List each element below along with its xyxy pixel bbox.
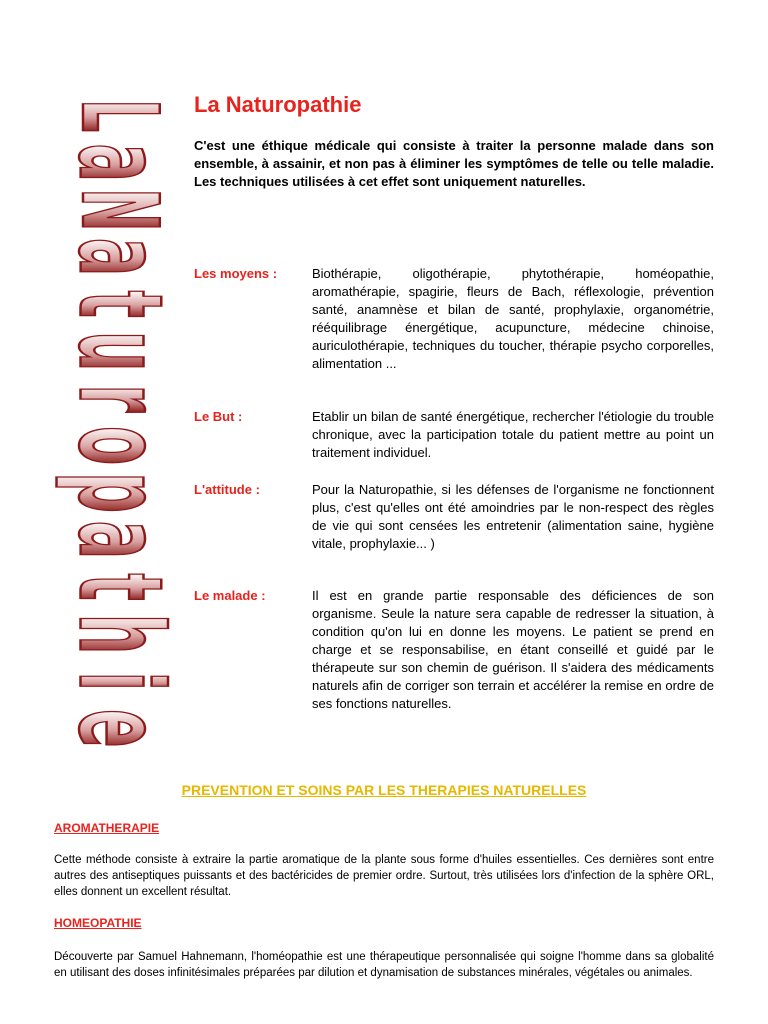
wordart-letter: e: [52, 709, 186, 748]
therapy-heading-homeopathie: HOMEOPATHIE: [54, 916, 142, 930]
wordart-letter: r: [52, 384, 186, 413]
wordart-letter: u: [52, 330, 186, 372]
wordart-letter: h: [52, 613, 186, 655]
wordart-letter: a: [52, 520, 186, 560]
vertical-wordart-title: [52, 92, 186, 752]
wordart-letter: a: [52, 143, 186, 182]
wordart-letter: i: [52, 671, 186, 692]
wordart-letter: p: [52, 472, 186, 514]
therapy-text-homeopathie: Découverte par Samuel Hahnemann, l'homéopathie est une thérapeutique personnalisée qui soigne l'homme dans sa globalité en utilisant des doses infinitésimales préparées par dilution et dynamisation de substances minérales, végétales ou animales.: [54, 951, 714, 979]
section-text-but: Etablir un bilan de santé énergétique, rechercher l'étiologie du trouble chronique, avec la participation totale du patient mettre au point un traitement individuel.: [312, 409, 714, 460]
section-label-moyens: Les moyens :: [194, 266, 278, 281]
section-label-malade: Le malade :: [194, 588, 266, 603]
page-title: La Naturopathie: [194, 92, 362, 117]
wordart-letter: t: [52, 290, 186, 318]
therapy-heading-aromatherapie: AROMATHERAPIE: [54, 821, 160, 835]
therapy-text-aromatherapie: Cette méthode consiste à extraire la partie aromatique de la plante sous forme d'huiles essentielles. Ces dernières sont entre autres des antiseptiques puissants et des bactéricides de premier ordre. Surtout, très utilisées lors d'infection de la sphère ORL, elles donnent un excellent résultat.: [54, 854, 714, 898]
section-label-attitude: L'attitude :: [194, 482, 260, 497]
prevention-heading: PREVENTION ET SOINS PAR LES THERAPIES NATURELLES: [181, 782, 587, 798]
wordart-letter: L: [57, 99, 181, 133]
section-text-moyens: Biothérapie, oligothérapie, phytothérapie, homéopathie, aromathérapie, spagirie, fleurs de Bach, réflexologie, prévention santé, anamnèse et bilan de santé, prophylaxie, organométrie, rééquilibrage énergétique, acupuncture, médecine chinoise, auriculothérapie, techniques du toucher, thérapie psycho corporelles, alimentation ...: [312, 266, 714, 371]
wordart-letter: a: [52, 237, 186, 277]
wordart-letter: t: [52, 573, 186, 601]
section-text-malade: Il est en grande partie responsable des déficiences de son organisme. Seule la nature sera capable de redresser la situation, à condition qu'on lui en donne les moyens. Le patient se prend en charge et se responsabilise, en étant conseillé et guidé par le thérapeute sur son chemin de guérison. Il s'aidera des médicaments naturels afin de corriger son terrain et accélérer la remise en ordre de ses fonctions naturelles.: [312, 588, 714, 711]
wordart-letter: N: [57, 188, 181, 232]
intro-paragraph: C'est une éthique médicale qui consiste à traiter la personne malade dans son ensemble, à assainir, et non pas à éliminer les symptômes de telle ou telle maladie. Les techniques utilisées à cet effet sont uniquement naturelles.: [194, 138, 714, 189]
section-text-attitude: Pour la Naturopathie, si les défenses de l'organisme ne fonctionnent plus, c'est qu'elles ont été amoindries par le non-respect des règles de vie qui sont censées les entretenir (alimentation saine, hygiène vitale, prophylaxie... ): [312, 482, 714, 551]
wordart-svg: [52, 92, 186, 752]
section-label-but: Le But :: [194, 409, 243, 424]
wordart-letter: o: [52, 426, 186, 466]
